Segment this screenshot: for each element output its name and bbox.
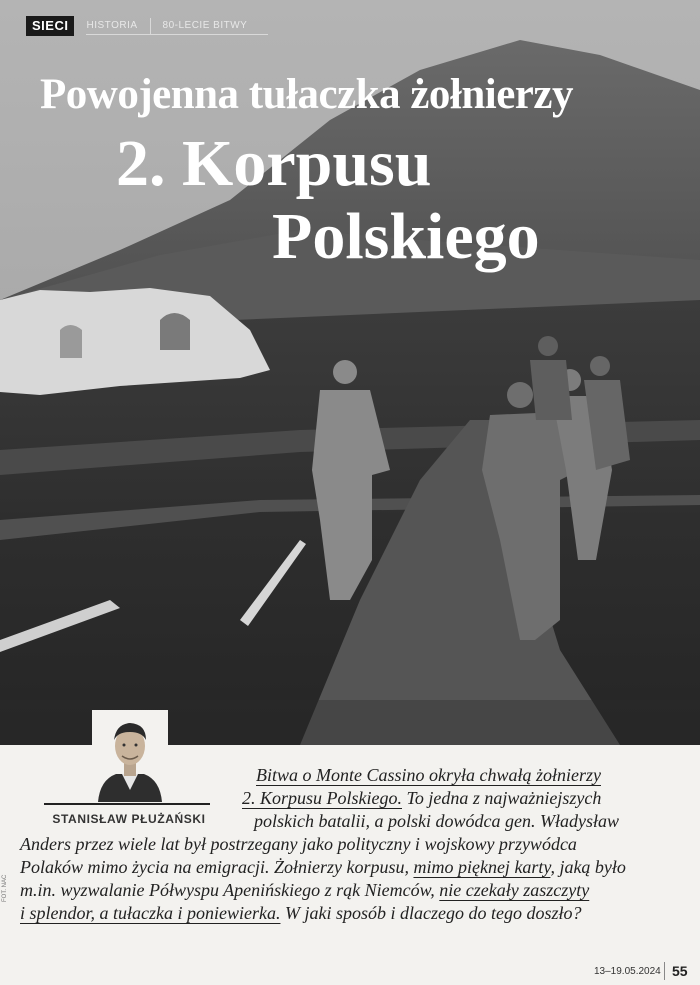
- magazine-logo: SIECI: [26, 16, 74, 36]
- author-rule: [44, 803, 210, 805]
- page-number: 55: [672, 963, 688, 979]
- lead-line-1: [256, 764, 601, 787]
- lead-line-7-text: W jaki sposób i dlaczego do tego doszło?: [280, 903, 582, 923]
- lead-line-2: [242, 787, 601, 810]
- author-name: STANISŁAW PŁUŻAŃSKI: [52, 812, 206, 826]
- title-line-1: Powojenna tułaczka żołnierzy: [40, 71, 573, 118]
- lead-line-4: [20, 833, 577, 856]
- lead-line-7: [20, 902, 581, 925]
- lead-line-2-underlined: 2. Korpusu Polskiego.: [242, 788, 402, 808]
- lead-line-3-text: polskich batalii, a polski dowódca gen. Władysław: [254, 811, 619, 831]
- lead-line-5-underlined: mimo pięknej karty: [413, 857, 551, 877]
- author-avatar: [92, 710, 168, 802]
- lead-line-6-underlined: nie czekały zaszczyty: [439, 880, 590, 900]
- lead-line-2-text: To jedna z najważniejszych: [402, 788, 602, 808]
- lead-line-5: [20, 856, 626, 879]
- lead-line-7-underlined: i splendor, a tułaczka i poniewierka.: [20, 903, 281, 923]
- title-line-3: Polskiego: [272, 200, 540, 273]
- topic-label: 80-LECIE BITWY: [150, 18, 260, 34]
- page-separator: [664, 962, 665, 980]
- lead-line-6-text: m.in. wyzwalanie Półwyspu Apenińskiego z rąk Niemców,: [20, 880, 440, 900]
- lead-line-1-text: Bitwa o Monte Cassino okryła chwałą żołnierzy: [256, 765, 601, 785]
- author-portrait: [92, 710, 168, 802]
- lead-line-5-tail: , jaką było: [550, 857, 626, 877]
- photo-credit: FOT. NAC: [2, 874, 8, 902]
- title-line-2: 2. Korpusu: [116, 127, 432, 200]
- issue-date: 13–19.05.2024: [594, 966, 661, 977]
- lead-line-5-text: Polaków mimo życia na emigracji. Żołnierzy korpusu,: [20, 857, 414, 877]
- lead-line-4-text: Anders przez wiele lat był postrzegany jako polityczny i wojskowy przywódca: [20, 834, 577, 854]
- lead-line-6: [20, 879, 589, 902]
- section-header: [26, 16, 259, 36]
- header-rule: [86, 34, 268, 35]
- section-label: HISTORIA: [86, 20, 138, 31]
- lead-line-3: [254, 810, 619, 833]
